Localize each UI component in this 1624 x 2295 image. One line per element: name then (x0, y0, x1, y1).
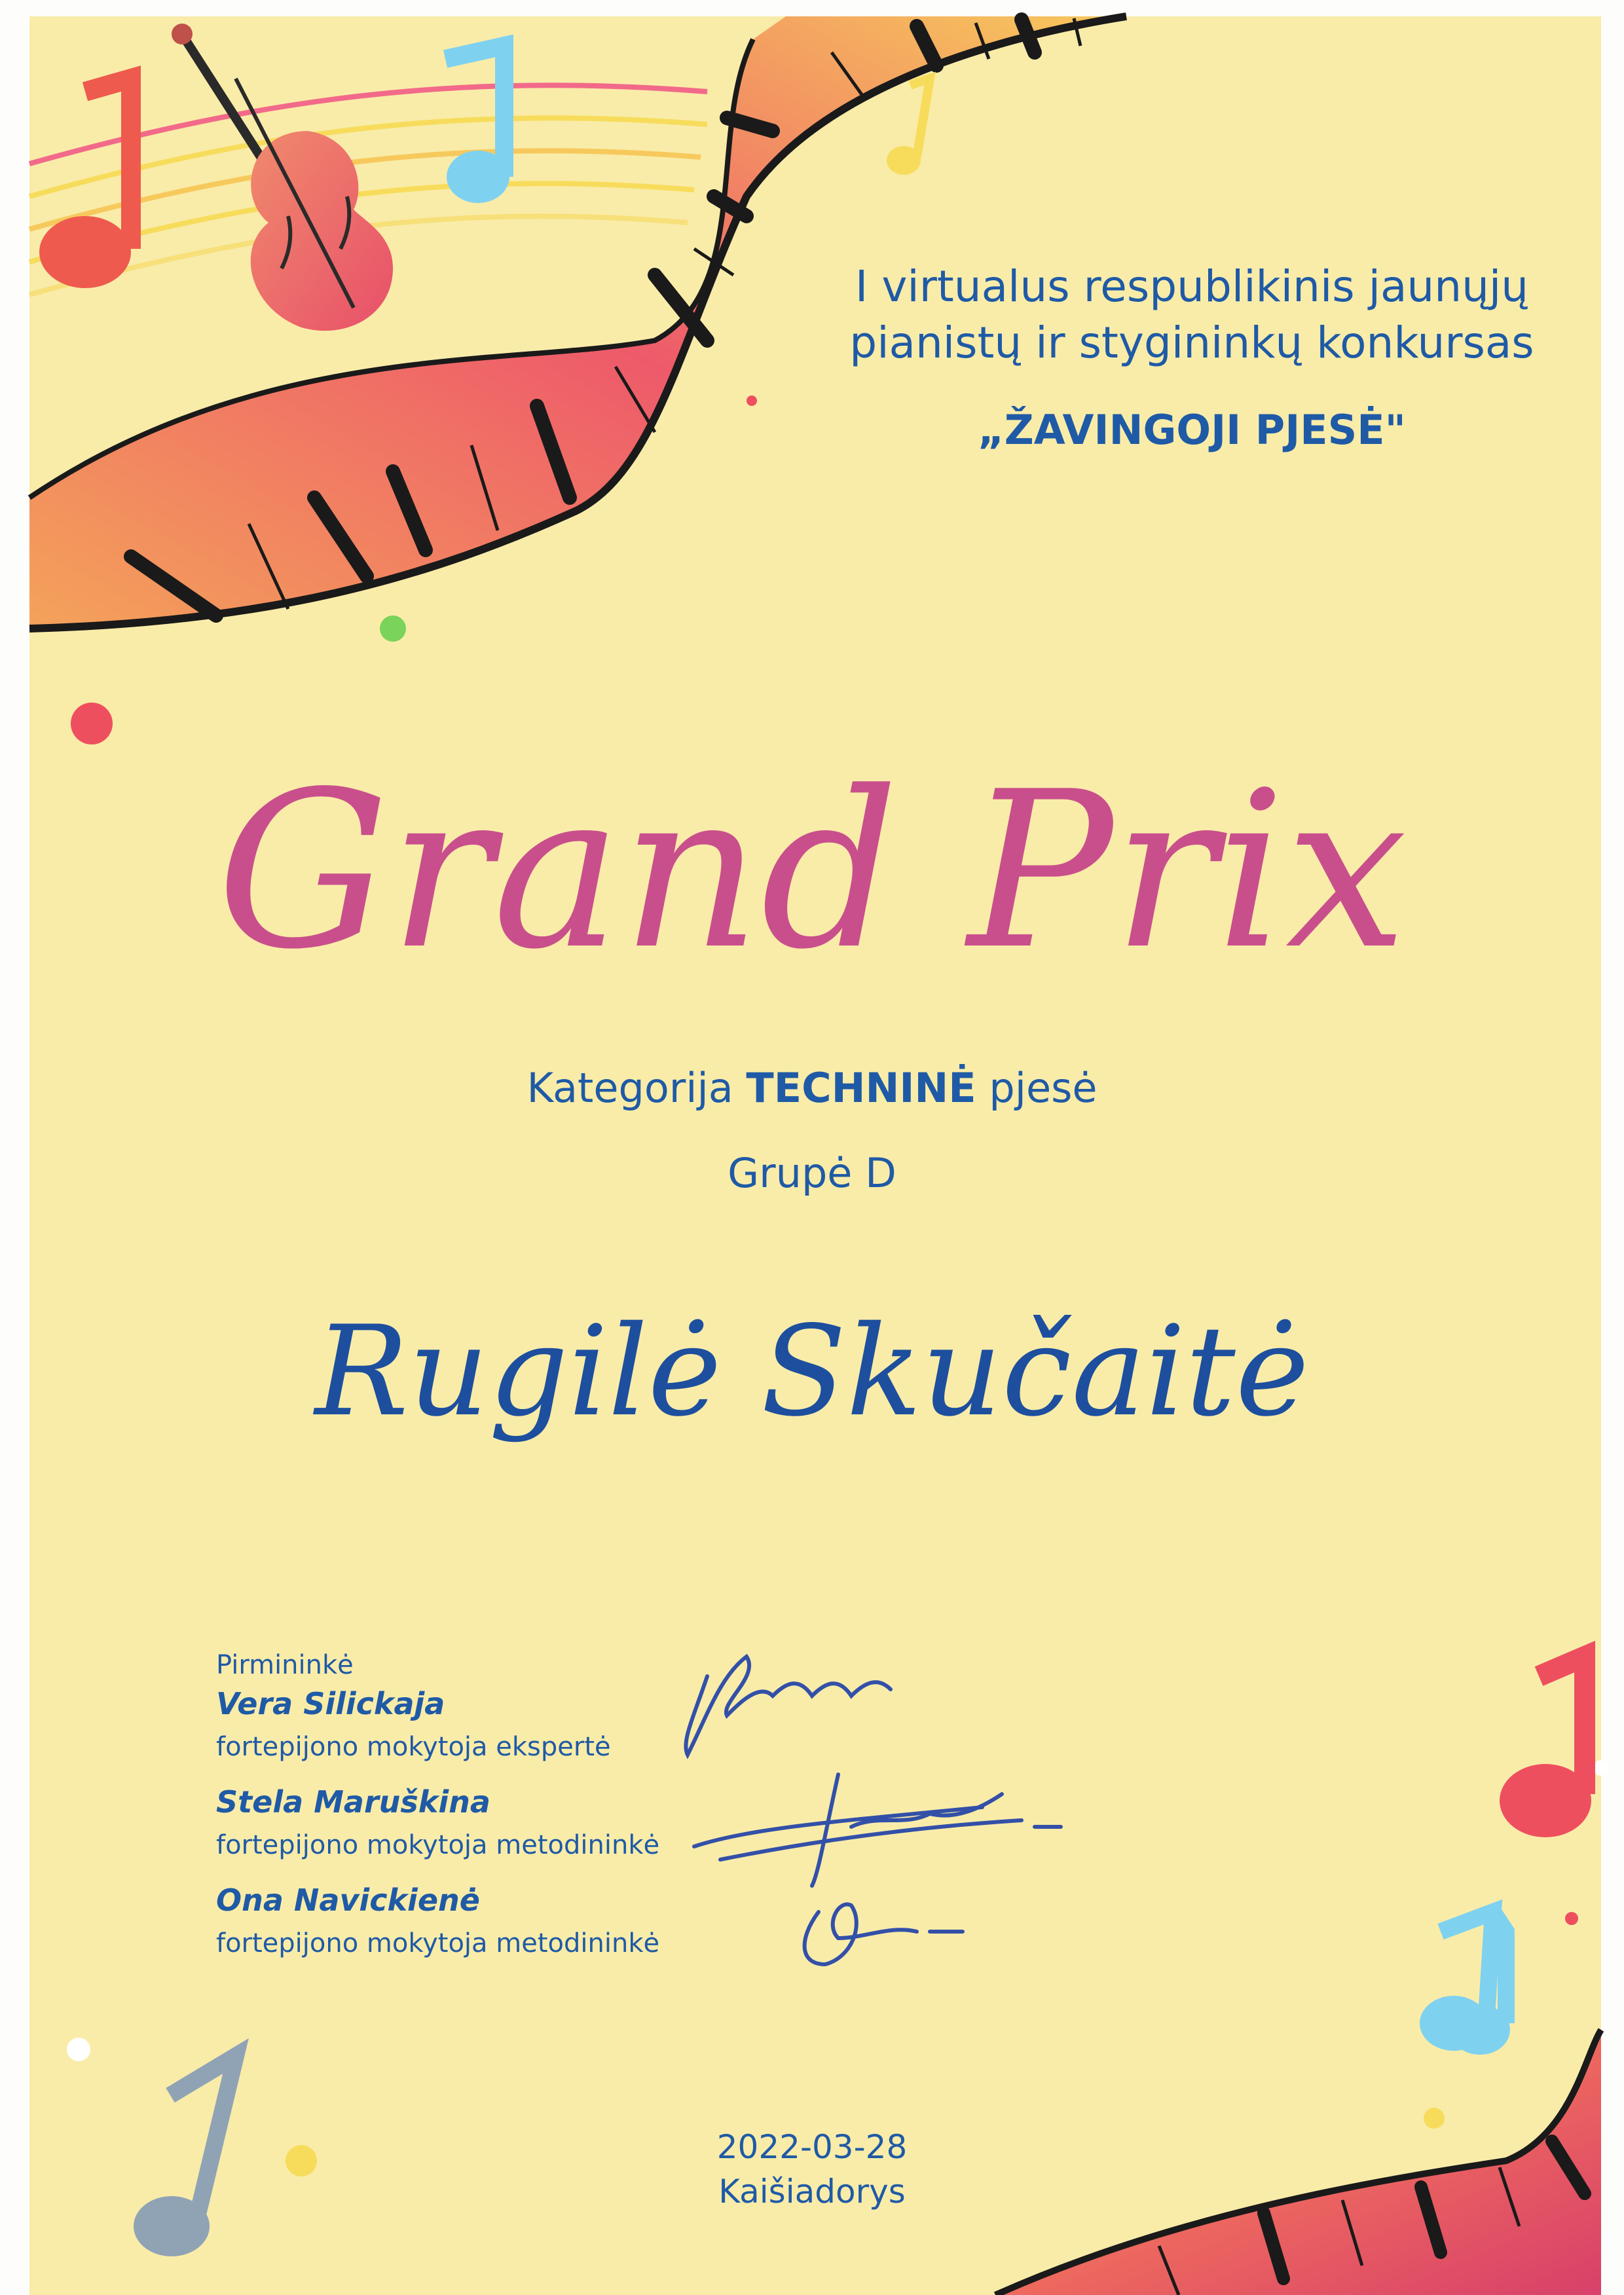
jury-member-name: Vera Silickaja (216, 1686, 445, 1721)
category-suffix: pjesė (989, 1064, 1098, 1112)
jury-member-name: Ona Navickienė (216, 1882, 480, 1918)
category-line (0, 1064, 1624, 1112)
competition-title-line-1: I virtualus respublikinis jaunųjų (855, 261, 1529, 312)
issue-date: 2022-03-28 (716, 2128, 908, 2166)
winner-name: Rugilė Skučaitė (314, 1299, 1310, 1444)
category-name: TECHNINĖ (746, 1064, 976, 1112)
category-prefix: Kategorija (526, 1064, 733, 1112)
group-line: Grupė D (728, 1149, 896, 1197)
jury-chair-label: Pirmininkė (216, 1650, 354, 1680)
award-title: Grand Prix (216, 745, 1408, 997)
jury-member-title: fortepijono mokytoja metodininkė (216, 1928, 660, 1958)
contest-name: „ŽAVINGOJI PJESĖ" (978, 406, 1406, 454)
competition-title (773, 259, 1611, 371)
jury-member-name: Stela Maruškina (216, 1784, 490, 1820)
jury-member-title: fortepijono mokytoja ekspertė (216, 1732, 611, 1762)
jury-member-title: fortepijono mokytoja metodininkė (216, 1830, 660, 1860)
issue-place: Kaišiadorys (718, 2173, 906, 2211)
competition-title-line-2: pianistų ir stygininkų konkursas (849, 318, 1534, 368)
